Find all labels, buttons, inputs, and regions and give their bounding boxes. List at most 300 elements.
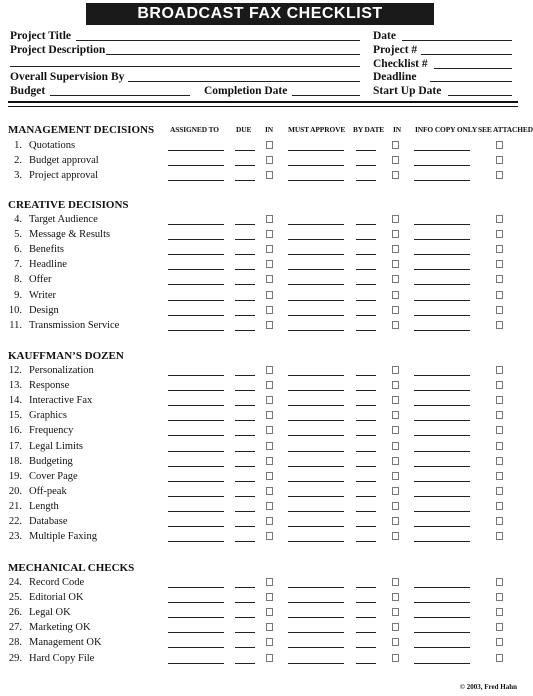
due-field[interactable] (235, 587, 255, 588)
in-checkbox-2[interactable] (392, 442, 399, 450)
project-number-label: Project # (373, 44, 418, 56)
due-field[interactable] (235, 150, 255, 151)
in-checkbox-2[interactable] (392, 623, 399, 631)
assigned-to-field[interactable] (168, 269, 224, 270)
item-label: Benefits (29, 244, 64, 256)
checklist-row (0, 304, 527, 319)
see-attached-checkbox[interactable] (496, 396, 503, 404)
by-date-field[interactable] (356, 239, 376, 240)
in-checkbox[interactable] (266, 502, 273, 510)
info-copy-field[interactable] (414, 663, 470, 664)
date-field[interactable] (402, 40, 512, 41)
assigned-to-field[interactable] (168, 663, 224, 664)
due-field[interactable] (235, 405, 255, 406)
item-label: Legal OK (29, 607, 71, 619)
due-field[interactable] (235, 420, 255, 421)
info-copy-field[interactable] (414, 224, 470, 225)
by-date-field[interactable] (356, 390, 376, 391)
see-attached-checkbox[interactable] (496, 502, 503, 510)
info-copy-field[interactable] (414, 511, 470, 512)
assigned-to-field[interactable] (168, 239, 224, 240)
checklist-row (0, 500, 527, 515)
due-field[interactable] (235, 284, 255, 285)
due-field[interactable] (235, 180, 255, 181)
due-field[interactable] (235, 647, 255, 648)
date-label: Date (373, 30, 396, 42)
in-checkbox-2[interactable] (392, 517, 399, 525)
project-description-field[interactable] (106, 54, 360, 55)
info-copy-field[interactable] (414, 375, 470, 376)
in-checkbox-2[interactable] (392, 638, 399, 646)
in-checkbox-2[interactable] (392, 487, 399, 495)
item-number: 22. (8, 516, 22, 527)
checklist-row (0, 273, 527, 288)
checklist-row (0, 591, 527, 606)
item-label: Message & Results (29, 229, 111, 241)
in-checkbox[interactable] (266, 321, 273, 329)
by-date-field[interactable] (356, 180, 376, 181)
in-checkbox[interactable] (266, 306, 273, 314)
in-checkbox-2[interactable] (392, 306, 399, 314)
checklist-row (0, 364, 527, 379)
checklist-row (0, 606, 527, 621)
in-checkbox[interactable] (266, 291, 273, 299)
in-checkbox[interactable] (266, 426, 273, 434)
checklist-row (0, 636, 527, 651)
assigned-to-field[interactable] (168, 632, 224, 633)
in-checkbox[interactable] (266, 156, 273, 164)
in-checkbox[interactable] (266, 638, 273, 646)
due-field[interactable] (235, 617, 255, 618)
info-copy-field[interactable] (414, 405, 470, 406)
in-checkbox-2[interactable] (392, 366, 399, 374)
must-approve-field[interactable] (288, 180, 344, 181)
due-field[interactable] (235, 254, 255, 255)
assigned-to-field[interactable] (168, 405, 224, 406)
item-label: Writer (29, 289, 56, 301)
in-checkbox-2[interactable] (392, 275, 399, 283)
must-approve-field[interactable] (288, 496, 344, 497)
due-field[interactable] (235, 269, 255, 270)
by-date-field[interactable] (356, 330, 376, 331)
completion-date-field[interactable] (292, 95, 360, 96)
by-date-field[interactable] (356, 224, 376, 225)
see-attached-checkbox[interactable] (496, 171, 503, 179)
due-field[interactable] (235, 390, 255, 391)
assigned-to-field[interactable] (168, 511, 224, 512)
item-number: 28. (8, 637, 22, 649)
column-assigned-to: ASSIGNED TO (170, 125, 219, 134)
item-number: 15. (8, 410, 22, 422)
in-checkbox[interactable] (266, 517, 273, 525)
by-date-field[interactable] (356, 617, 376, 618)
item-number: 25. (8, 592, 22, 604)
in-checkbox-2[interactable] (392, 381, 399, 389)
info-copy-field[interactable] (414, 390, 470, 391)
assigned-to-field[interactable] (168, 300, 224, 301)
assigned-to-field[interactable] (168, 375, 224, 376)
by-date-field[interactable] (356, 315, 376, 316)
assigned-to-field[interactable] (168, 390, 224, 391)
in-checkbox-2[interactable] (392, 291, 399, 299)
in-checkbox[interactable] (266, 260, 273, 268)
info-copy-field[interactable] (414, 602, 470, 603)
must-approve-field[interactable] (288, 420, 344, 421)
assigned-to-field[interactable] (168, 587, 224, 588)
must-approve-field[interactable] (288, 602, 344, 603)
due-field[interactable] (235, 526, 255, 527)
budget-field[interactable] (50, 95, 190, 96)
item-label: Budget approval (29, 155, 99, 167)
info-copy-field[interactable] (414, 300, 470, 301)
info-copy-field[interactable] (414, 435, 470, 436)
see-attached-checkbox[interactable] (496, 381, 503, 389)
budget-label: Budget (10, 85, 46, 97)
by-date-field[interactable] (356, 420, 376, 421)
see-attached-checkbox[interactable] (496, 291, 503, 299)
info-copy-field[interactable] (414, 180, 470, 181)
in-checkbox-2[interactable] (392, 426, 399, 434)
by-date-field[interactable] (356, 375, 376, 376)
in-checkbox-2[interactable] (392, 532, 399, 540)
info-copy-field[interactable] (414, 150, 470, 151)
by-date-field[interactable] (356, 451, 376, 452)
must-approve-field[interactable] (288, 663, 344, 664)
in-checkbox[interactable] (266, 171, 273, 179)
must-approve-field[interactable] (288, 330, 344, 331)
in-checkbox-2[interactable] (392, 608, 399, 616)
item-label: Project approval (29, 170, 99, 182)
due-field[interactable] (235, 602, 255, 603)
by-date-field[interactable] (356, 284, 376, 285)
assigned-to-field[interactable] (168, 435, 224, 436)
item-label: Multiple Faxing (29, 531, 97, 543)
in-checkbox[interactable] (266, 472, 273, 480)
must-approve-field[interactable] (288, 254, 344, 255)
see-attached-checkbox[interactable] (496, 426, 503, 434)
in-checkbox[interactable] (266, 396, 273, 404)
see-attached-checkbox[interactable] (496, 156, 503, 164)
assigned-to-field[interactable] (168, 224, 224, 225)
see-attached-checkbox[interactable] (496, 411, 503, 419)
must-approve-field[interactable] (288, 526, 344, 527)
due-field[interactable] (235, 224, 255, 225)
info-copy-field[interactable] (414, 165, 470, 166)
item-number: 10. (8, 304, 22, 316)
due-field[interactable] (235, 663, 255, 664)
column-due: DUE (236, 125, 252, 134)
must-approve-field[interactable] (288, 617, 344, 618)
project-description-label: Project Description (10, 44, 106, 56)
assigned-to-field[interactable] (168, 602, 224, 603)
in-checkbox-2[interactable] (392, 215, 399, 223)
info-copy-field[interactable] (414, 466, 470, 467)
checklist-row (0, 530, 527, 545)
assigned-to-field[interactable] (168, 526, 224, 527)
column-in: IN (265, 125, 274, 134)
in-checkbox[interactable] (266, 366, 273, 374)
due-field[interactable] (235, 451, 255, 452)
must-approve-field[interactable] (288, 451, 344, 452)
info-copy-field[interactable] (414, 420, 470, 421)
column-by-date: BY DATE (353, 125, 385, 134)
due-field[interactable] (235, 511, 255, 512)
due-field[interactable] (235, 239, 255, 240)
item-number: 8. (14, 274, 22, 286)
checklist-row (0, 455, 527, 470)
info-copy-field[interactable] (414, 330, 470, 331)
item-number: 12. (8, 365, 22, 376)
by-date-field[interactable] (356, 663, 376, 664)
must-approve-field[interactable] (288, 466, 344, 467)
item-number: 16. (8, 425, 22, 437)
see-attached-checkbox[interactable] (496, 366, 503, 374)
see-attached-checkbox[interactable] (496, 623, 503, 631)
info-copy-field[interactable] (414, 587, 470, 588)
in-checkbox-2[interactable] (392, 578, 399, 586)
by-date-field[interactable] (356, 466, 376, 467)
divider-thin (8, 106, 518, 107)
due-field[interactable] (235, 375, 255, 376)
checklist-number-label: Checklist # (373, 58, 428, 70)
assigned-to-field[interactable] (168, 420, 224, 421)
info-copy-field[interactable] (414, 239, 470, 240)
must-approve-field[interactable] (288, 224, 344, 225)
assigned-to-field[interactable] (168, 466, 224, 467)
in-checkbox[interactable] (266, 623, 273, 631)
overall-supervision-field[interactable] (128, 81, 360, 82)
see-attached-checkbox[interactable] (496, 593, 503, 601)
checklist-number-field[interactable] (434, 68, 512, 69)
due-field[interactable] (235, 481, 255, 482)
item-number: 1. (14, 140, 22, 151)
in-checkbox[interactable] (266, 578, 273, 586)
info-copy-field[interactable] (414, 254, 470, 255)
in-checkbox-2[interactable] (392, 260, 399, 268)
due-field[interactable] (235, 165, 255, 166)
assigned-to-field[interactable] (168, 617, 224, 618)
must-approve-field[interactable] (288, 239, 344, 240)
info-copy-field[interactable] (414, 541, 470, 542)
assigned-to-field[interactable] (168, 180, 224, 181)
section-title: CREATIVE DECISIONS (8, 199, 129, 211)
info-copy-field[interactable] (414, 526, 470, 527)
by-date-field[interactable] (356, 541, 376, 542)
due-field[interactable] (235, 435, 255, 436)
checklist-row (0, 213, 527, 228)
see-attached-checkbox[interactable] (496, 472, 503, 480)
see-attached-checkbox[interactable] (496, 260, 503, 268)
see-attached-checkbox[interactable] (496, 578, 503, 586)
item-number: 11. (9, 319, 22, 331)
assigned-to-field[interactable] (168, 150, 224, 151)
must-approve-field[interactable] (288, 284, 344, 285)
item-number: 5. (14, 229, 22, 241)
see-attached-checkbox[interactable] (496, 638, 503, 646)
see-attached-checkbox[interactable] (496, 321, 503, 329)
must-approve-field[interactable] (288, 632, 344, 633)
see-attached-checkbox[interactable] (496, 517, 503, 525)
by-date-field[interactable] (356, 647, 376, 648)
by-date-field[interactable] (356, 632, 376, 633)
must-approve-field[interactable] (288, 541, 344, 542)
item-number: 3. (14, 170, 22, 182)
by-date-field[interactable] (356, 405, 376, 406)
in-checkbox[interactable] (266, 245, 273, 253)
item-number: 14. (8, 395, 22, 407)
assigned-to-field[interactable] (168, 481, 224, 482)
must-approve-field[interactable] (288, 390, 344, 391)
in-checkbox-2[interactable] (392, 396, 399, 404)
due-field[interactable] (235, 315, 255, 316)
in-checkbox-2[interactable] (392, 502, 399, 510)
by-date-field[interactable] (356, 150, 376, 151)
item-label: Interactive Fax (29, 395, 93, 407)
see-attached-checkbox[interactable] (496, 457, 503, 465)
by-date-field[interactable] (356, 602, 376, 603)
in-checkbox-2[interactable] (392, 230, 399, 238)
info-copy-field[interactable] (414, 315, 470, 316)
due-field[interactable] (235, 330, 255, 331)
see-attached-checkbox[interactable] (496, 442, 503, 450)
by-date-field[interactable] (356, 269, 376, 270)
deadline-field[interactable] (430, 81, 512, 82)
in-checkbox[interactable] (266, 442, 273, 450)
completion-date-label: Completion Date (204, 85, 288, 97)
must-approve-field[interactable] (288, 405, 344, 406)
due-field[interactable] (235, 632, 255, 633)
checklist-row (0, 258, 527, 273)
by-date-field[interactable] (356, 511, 376, 512)
see-attached-checkbox[interactable] (496, 654, 503, 662)
checklist-row (0, 652, 527, 667)
assigned-to-field[interactable] (168, 330, 224, 331)
in-checkbox[interactable] (266, 608, 273, 616)
see-attached-checkbox[interactable] (496, 608, 503, 616)
info-copy-field[interactable] (414, 481, 470, 482)
assigned-to-field[interactable] (168, 647, 224, 648)
in-checkbox-2[interactable] (392, 245, 399, 253)
in-checkbox[interactable] (266, 141, 273, 149)
must-approve-field[interactable] (288, 587, 344, 588)
column-see-attached: SEE ATTACHED (478, 125, 533, 134)
by-date-field[interactable] (356, 300, 376, 301)
assigned-to-field[interactable] (168, 165, 224, 166)
in-checkbox[interactable] (266, 487, 273, 495)
item-number: 6. (14, 244, 22, 256)
due-field[interactable] (235, 466, 255, 467)
assigned-to-field[interactable] (168, 284, 224, 285)
start-up-date-field[interactable] (448, 95, 512, 96)
in-checkbox[interactable] (266, 230, 273, 238)
in-checkbox[interactable] (266, 381, 273, 389)
must-approve-field[interactable] (288, 375, 344, 376)
in-checkbox[interactable] (266, 411, 273, 419)
item-label: Frequency (29, 425, 74, 437)
see-attached-checkbox[interactable] (496, 275, 503, 283)
by-date-field[interactable] (356, 254, 376, 255)
project-description-field-line2[interactable] (10, 66, 360, 67)
in-checkbox-2[interactable] (392, 171, 399, 179)
info-copy-field[interactable] (414, 269, 470, 270)
by-date-field[interactable] (356, 496, 376, 497)
see-attached-checkbox[interactable] (496, 487, 503, 495)
must-approve-field[interactable] (288, 269, 344, 270)
see-attached-checkbox[interactable] (496, 141, 503, 149)
info-copy-field[interactable] (414, 617, 470, 618)
must-approve-field[interactable] (288, 150, 344, 151)
checklist-row (0, 154, 527, 169)
info-copy-field[interactable] (414, 496, 470, 497)
item-label: Budgeting (29, 455, 73, 467)
in-checkbox[interactable] (266, 654, 273, 662)
assigned-to-field[interactable] (168, 451, 224, 452)
by-date-field[interactable] (356, 481, 376, 482)
see-attached-checkbox[interactable] (496, 245, 503, 253)
in-checkbox-2[interactable] (392, 593, 399, 601)
in-checkbox-2[interactable] (392, 141, 399, 149)
info-copy-field[interactable] (414, 647, 470, 648)
in-checkbox[interactable] (266, 275, 273, 283)
section-title: MECHANICAL CHECKS (8, 562, 135, 574)
in-checkbox-2[interactable] (392, 457, 399, 465)
column-must-approve: MUST APPROVE (288, 125, 346, 134)
info-copy-field[interactable] (414, 632, 470, 633)
checklist-row (0, 289, 527, 304)
must-approve-field[interactable] (288, 300, 344, 301)
in-checkbox-2[interactable] (392, 472, 399, 480)
in-checkbox-2[interactable] (392, 654, 399, 662)
in-checkbox[interactable] (266, 532, 273, 540)
must-approve-field[interactable] (288, 481, 344, 482)
info-copy-field[interactable] (414, 284, 470, 285)
in-checkbox-2[interactable] (392, 411, 399, 419)
by-date-field[interactable] (356, 165, 376, 166)
by-date-field[interactable] (356, 526, 376, 527)
in-checkbox[interactable] (266, 457, 273, 465)
due-field[interactable] (235, 541, 255, 542)
assigned-to-field[interactable] (168, 541, 224, 542)
item-number: 9. (14, 289, 22, 301)
assigned-to-field[interactable] (168, 315, 224, 316)
see-attached-checkbox[interactable] (496, 532, 503, 540)
see-attached-checkbox[interactable] (496, 306, 503, 314)
checklist-row (0, 228, 527, 243)
info-copy-field[interactable] (414, 451, 470, 452)
must-approve-field[interactable] (288, 647, 344, 648)
see-attached-checkbox[interactable] (496, 215, 503, 223)
due-field[interactable] (235, 300, 255, 301)
in-checkbox-2[interactable] (392, 156, 399, 164)
by-date-field[interactable] (356, 587, 376, 588)
in-checkbox-2[interactable] (392, 321, 399, 329)
must-approve-field[interactable] (288, 511, 344, 512)
due-field[interactable] (235, 496, 255, 497)
project-title-label: Project Title (10, 30, 71, 42)
project-title-field[interactable] (76, 40, 360, 41)
see-attached-checkbox[interactable] (496, 230, 503, 238)
project-number-field[interactable] (421, 54, 512, 55)
must-approve-field[interactable] (288, 165, 344, 166)
checklist-row (0, 394, 527, 409)
must-approve-field[interactable] (288, 435, 344, 436)
in-checkbox[interactable] (266, 593, 273, 601)
assigned-to-field[interactable] (168, 254, 224, 255)
in-checkbox[interactable] (266, 215, 273, 223)
assigned-to-field[interactable] (168, 496, 224, 497)
must-approve-field[interactable] (288, 315, 344, 316)
by-date-field[interactable] (356, 435, 376, 436)
